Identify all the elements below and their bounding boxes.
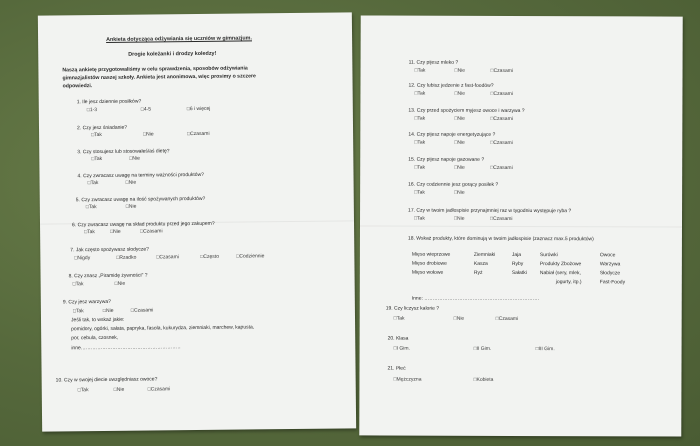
- checkbox-option[interactable]: □Czasami: [130, 307, 154, 314]
- checkbox-option[interactable]: □Tak: [87, 180, 99, 187]
- checkbox-option[interactable]: □Tak: [414, 164, 426, 171]
- product-option[interactable]: Ziemniaki: [473, 251, 496, 258]
- checkbox-option[interactable]: □Czasami: [495, 315, 519, 322]
- question-14: 14. Czy pijesz napoje energetyzujące ?: [408, 131, 496, 138]
- product-option[interactable]: Produkty Zbożowe: [539, 261, 582, 268]
- product-option[interactable]: Słodycze: [599, 270, 621, 277]
- question-4: 4. Czy zwracasz uwagę na terminy ważności produktów?: [77, 171, 204, 180]
- product-option[interactable]: Kasza: [473, 260, 488, 267]
- checkbox-option[interactable]: □Nie: [143, 131, 154, 138]
- question-18: 18. Wskaż produkty, które dominują w twoim jadłospisie (zaznacz max.5 produktów): [407, 235, 594, 243]
- question-6: 6. Czy zwracasz uwagę na skład produktu przed jego zakupem?: [71, 220, 215, 229]
- checkbox-option[interactable]: □Rzadko: [116, 254, 137, 261]
- checkbox-option[interactable]: □1-3: [86, 107, 98, 114]
- checkbox-option[interactable]: □Tak: [91, 155, 103, 163]
- checkbox-option[interactable]: □Czasami: [490, 115, 513, 122]
- checkbox-option[interactable]: □Tak: [72, 308, 84, 315]
- product-option[interactable]: Ryż: [473, 269, 483, 276]
- survey-page-right: [359, 15, 682, 436]
- product-option[interactable]: Warzywa: [599, 261, 621, 268]
- checkbox-option[interactable]: □Czasami: [140, 228, 163, 235]
- checkbox-option[interactable]: □Tak: [72, 281, 84, 288]
- product-option[interactable]: Sałatki: [511, 269, 527, 277]
- product-option[interactable]: Mięso drobiowe: [411, 260, 447, 267]
- checkbox-option[interactable]: □Tak: [84, 229, 95, 236]
- survey-page-left: [38, 12, 356, 431]
- checkbox-option[interactable]: □Nie: [114, 280, 126, 287]
- vegetable-list: por, cebula, czosnek,: [71, 334, 119, 342]
- survey-greeting: Drogie koleżanki i drodzy koledzy!: [128, 50, 217, 58]
- question-19: 19. Czy liczysz kalorie ?: [385, 305, 440, 312]
- checkbox-option[interactable]: □Tak: [393, 315, 405, 322]
- checkbox-option[interactable]: □Nie: [102, 307, 114, 314]
- question-8: 8. Czy znasz „Piramidę żywności" ?: [68, 272, 148, 280]
- question-3: 3. Czy stosujesz lub stosowałeś/aś dietę?: [77, 148, 170, 156]
- question-15: 15. Czy pijesz napoje gazowane ?: [408, 156, 485, 163]
- question-10: 10. Czy w swojej diecie uwzględniasz owoce?: [55, 376, 158, 384]
- checkbox-option[interactable]: □Czasami: [490, 139, 513, 146]
- checkbox-option[interactable]: □Tak: [414, 67, 426, 74]
- checkbox-option[interactable]: □Nie: [454, 164, 465, 171]
- product-option[interactable]: Mięso wieprzowe: [411, 251, 451, 258]
- question-9: 9. Czy jesz warzywa?: [62, 298, 111, 306]
- product-option[interactable]: Ryby: [511, 260, 524, 268]
- question-11: 11. Czy pijesz mleko ?: [408, 59, 459, 66]
- checkbox-option[interactable]: □Nie: [454, 115, 465, 122]
- checkbox-option[interactable]: □Nie: [454, 189, 465, 196]
- checkbox-option[interactable]: □Tak: [414, 215, 425, 222]
- other-field[interactable]: inne……………………………………………………: [71, 344, 181, 352]
- checkbox-option[interactable]: □Tak: [77, 387, 89, 394]
- checkbox-option[interactable]: □Nigdy: [74, 255, 91, 262]
- product-option[interactable]: Surówki: [539, 252, 558, 259]
- checkbox-option[interactable]: □Kobieta: [473, 376, 494, 383]
- intro-line: gimnazjalistów naszej szkoły. Ankieta jest anonimowa, więc prosimy o szczere: [62, 73, 256, 82]
- checkbox-option[interactable]: □Często: [200, 253, 219, 260]
- checkbox-option[interactable]: □Czasami: [187, 130, 210, 138]
- checkbox-option[interactable]: □Codziennie: [236, 253, 265, 260]
- checkbox-option[interactable]: □Tak: [91, 131, 102, 139]
- checkbox-option[interactable]: □4-5: [140, 106, 152, 113]
- checkbox-option[interactable]: □Nie: [113, 386, 125, 393]
- checkbox-option[interactable]: □Nie: [454, 67, 466, 74]
- checkbox-option[interactable]: □Nie: [453, 315, 465, 322]
- intro-line: Naszą ankietę przygotowaliśmy w celu sprawdzenia, sposobów odżywiania: [62, 65, 248, 74]
- question-5: 5. Czy zwracasz uwagę na ilość spożywanych produktów?: [75, 195, 206, 204]
- question-13: 13. Czy przed spożyciem myjesz owoce i warzywa ?: [408, 107, 525, 115]
- checkbox-option[interactable]: □Czasami: [490, 164, 513, 171]
- checkbox-option[interactable]: □Mężczyzna: [393, 376, 422, 383]
- followup-text: Jeśli tak, to wskaż jakie:: [70, 316, 125, 324]
- checkbox-option[interactable]: □Czasami: [156, 254, 179, 261]
- intro-line: odpowiedzi.: [62, 83, 93, 90]
- other-field[interactable]: Inne: ……………………………………………………………: [411, 295, 540, 303]
- checkbox-option[interactable]: □III Gim.: [535, 346, 555, 353]
- survey-title: Ankieta dotycząca odżywiania się uczniów w gimnazjum.: [106, 35, 253, 43]
- question-16: 16. Czy codziennie jesz gorący posiłek ?: [408, 181, 499, 188]
- checkbox-option[interactable]: □Nie: [454, 215, 465, 222]
- question-17: 17. Czy w twoim jadłospisie przynajmniej raz w tygodniu występuje ryba ?: [408, 207, 572, 215]
- checkbox-option[interactable]: □Czasami: [490, 90, 513, 97]
- product-option[interactable]: Mięso wołowe: [411, 269, 444, 276]
- checkbox-option[interactable]: □Tak: [414, 139, 426, 146]
- checkbox-option[interactable]: □Tak: [414, 90, 426, 97]
- checkbox-option[interactable]: □Czasami: [490, 67, 514, 74]
- question-2: 2. Czy jesz śniadanie?: [76, 124, 128, 132]
- product-option[interactable]: Fast-Foody: [599, 279, 626, 286]
- question-20: 20. Klasa: [387, 335, 409, 342]
- checkbox-option[interactable]: □Nie: [454, 90, 466, 97]
- product-option[interactable]: Jaja: [511, 251, 522, 259]
- product-option: jogurty, itp.): [555, 279, 582, 286]
- checkbox-option[interactable]: □Nie: [125, 179, 137, 186]
- checkbox-option[interactable]: □Nie: [129, 155, 140, 162]
- checkbox-option[interactable]: □II Gim.: [473, 345, 492, 352]
- question-1: 1. Ile jesz dziennie posiłków?: [76, 98, 142, 106]
- checkbox-option[interactable]: □Nie: [125, 203, 137, 210]
- product-option[interactable]: Owoce: [599, 252, 616, 259]
- checkbox-option[interactable]: □I Gim.: [393, 345, 410, 352]
- question-21: 21. Płeć: [387, 365, 406, 372]
- checkbox-option[interactable]: □Nie: [454, 139, 465, 146]
- checkbox-option[interactable]: □Czasami: [147, 386, 171, 393]
- checkbox-option[interactable]: □Tak: [85, 204, 97, 211]
- checkbox-option[interactable]: □6 i więcej: [186, 105, 211, 113]
- question-7: 7. Jak często spożywasz słodycze?: [70, 246, 149, 254]
- checkbox-option[interactable]: □Nie: [110, 228, 121, 235]
- paper-fold: [360, 225, 682, 227]
- question-12: 12. Czy lubisz jedzenie z fast-foodów?: [408, 82, 494, 89]
- checkbox-option[interactable]: □Tak: [414, 115, 426, 122]
- product-option[interactable]: Nabiał (sery, mlek,: [539, 270, 581, 277]
- checkbox-option[interactable]: □Tak: [414, 189, 425, 196]
- checkbox-option[interactable]: □Czasami: [490, 215, 513, 222]
- vegetable-list: pomidory, ogórki, sałata, papryka, fasola, kukurydza, ziemniaki, marchew, kapusta,: [71, 324, 255, 333]
